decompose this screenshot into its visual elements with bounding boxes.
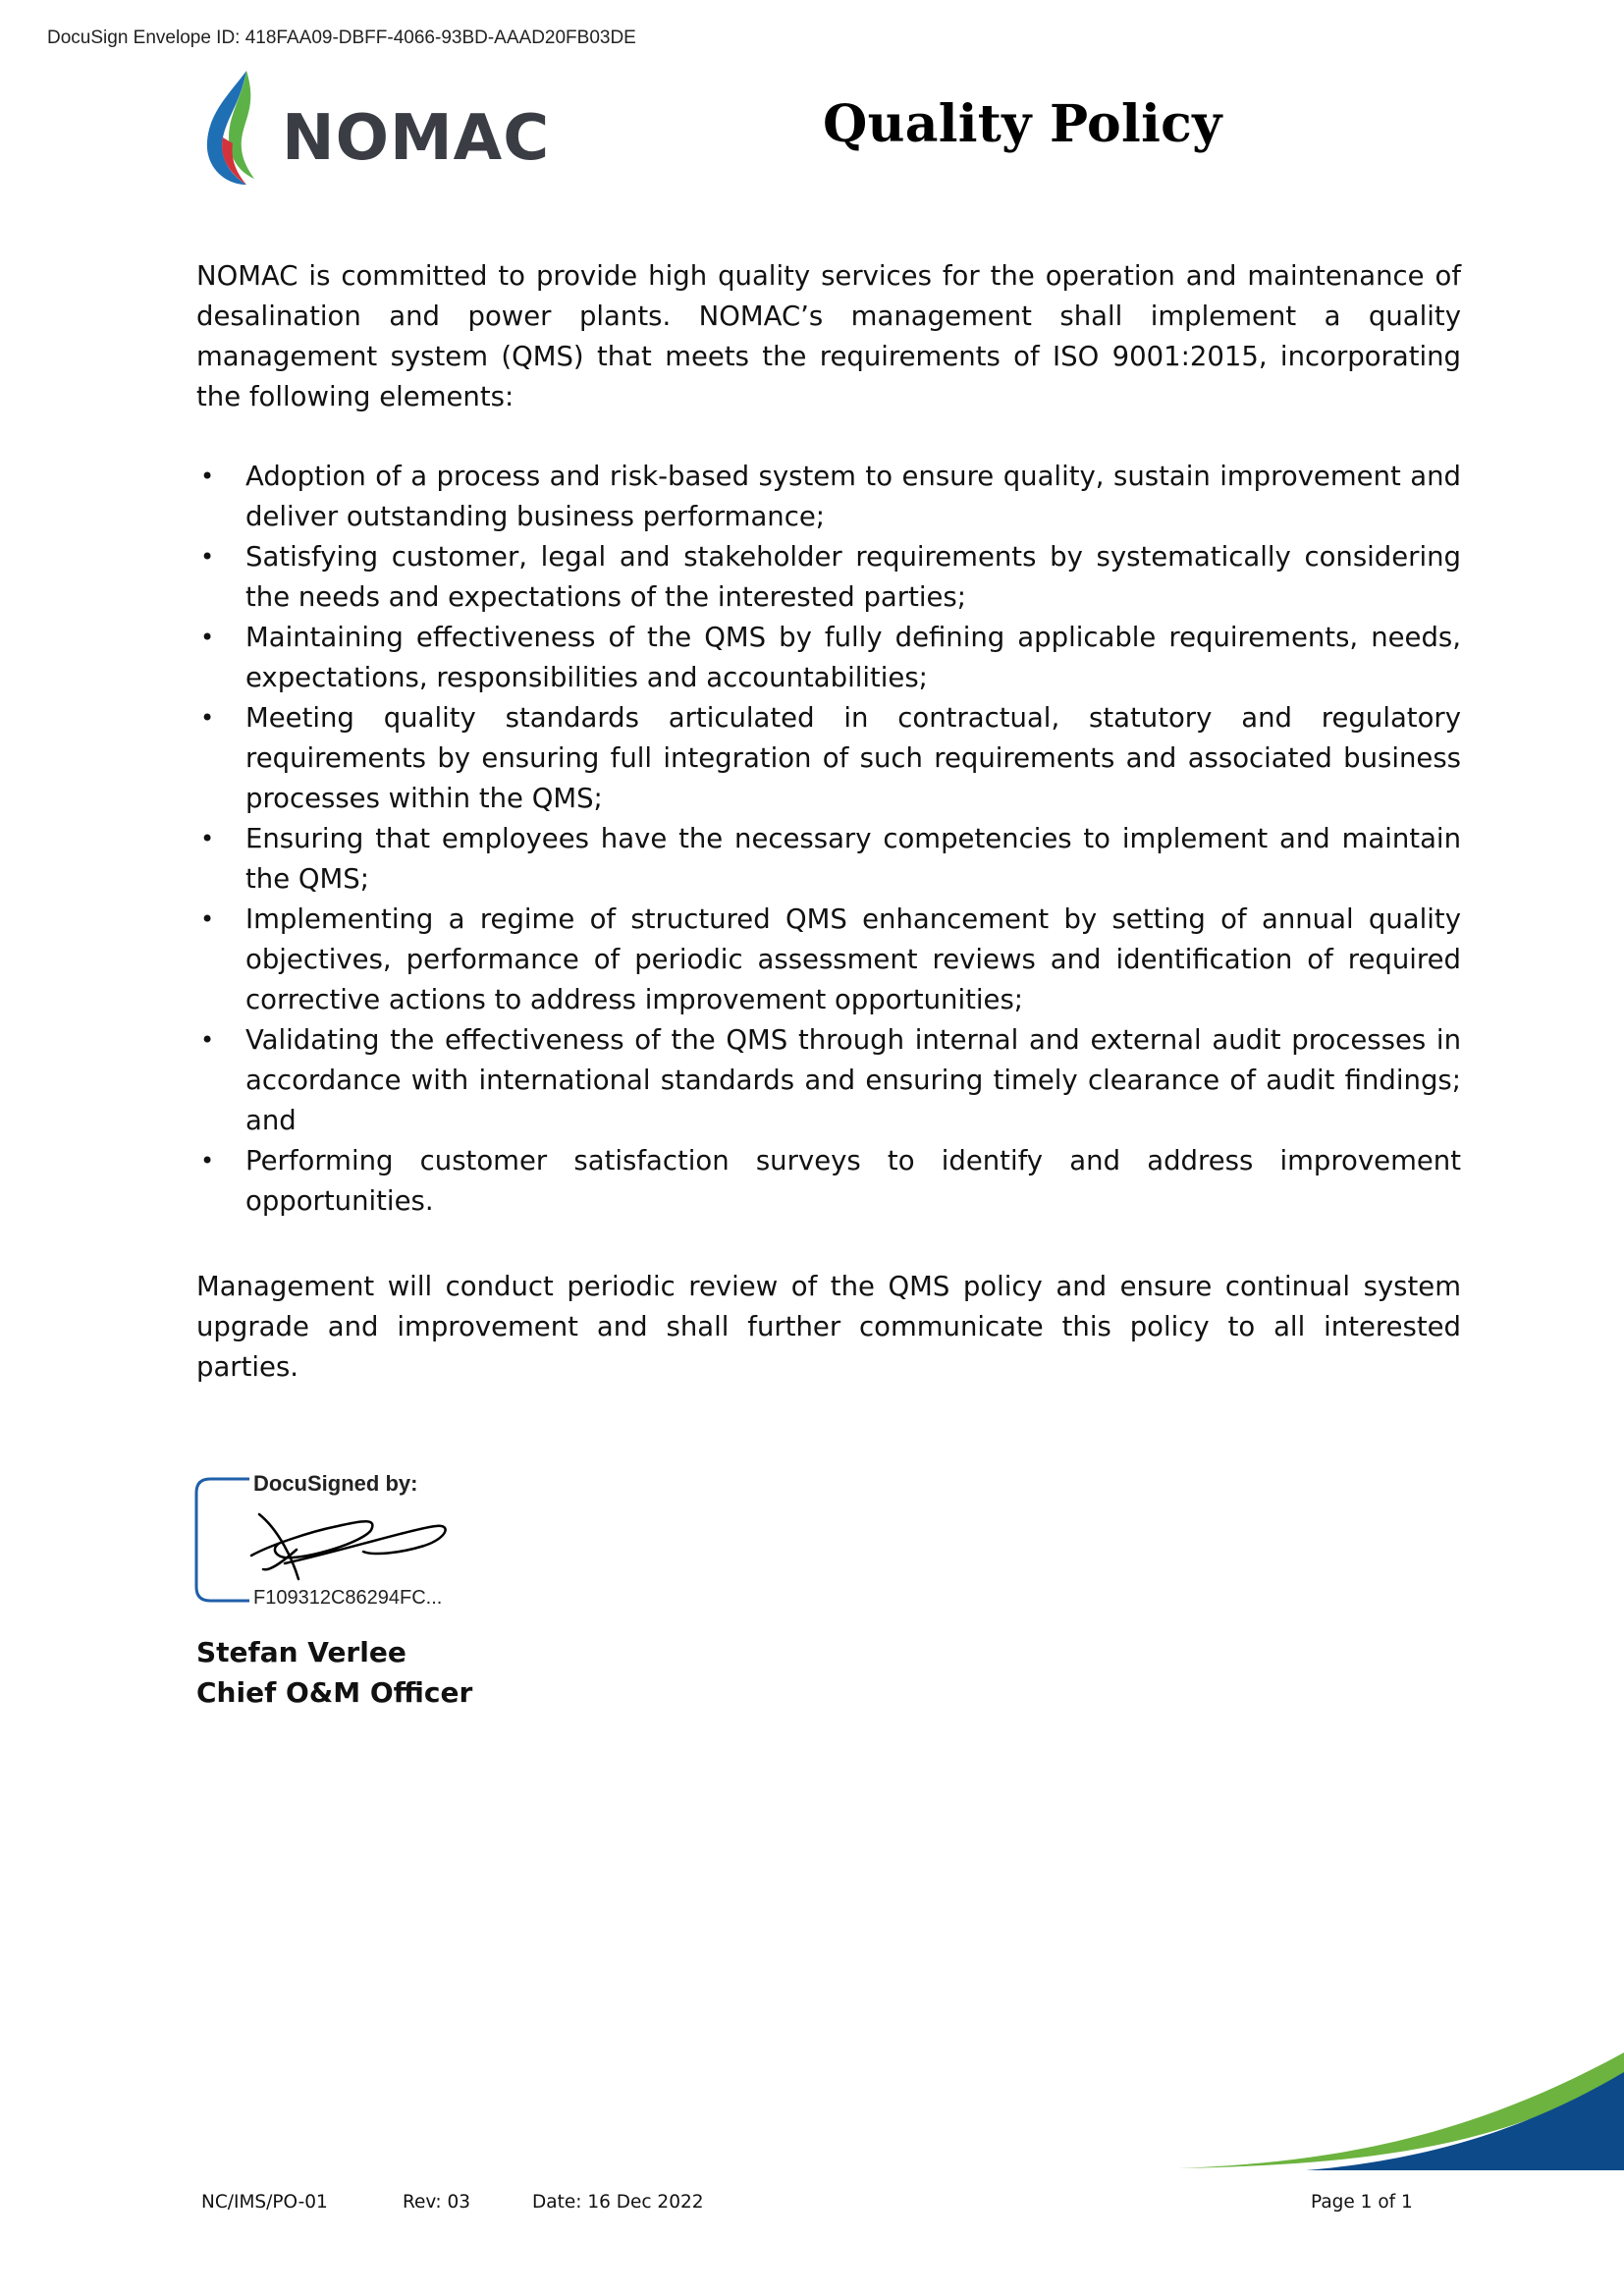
list-item	[196, 1141, 1461, 1222]
footer-revision: Rev: 03	[403, 2192, 470, 2213]
footer-page-number: Page 1 of 1	[1311, 2192, 1413, 2213]
signature-label: DocuSigned by:	[253, 1471, 418, 1496]
list-item	[196, 457, 1461, 537]
closing-paragraph: Management will conduct periodic review of the QMS policy and ensure continual system upgrade and improvement and shall further communicate this policy to all interested parties.	[196, 1271, 1461, 1383]
list-item-text: Performing customer satisfaction surveys to identify and address improvement opportunities.	[245, 1145, 1461, 1217]
list-item-text: Implementing a regime of structured QMS enhancement by setting of annual quality objectives, performance of periodic assessment reviews and identification of required corrective actions to address improvement opportunities;	[245, 903, 1461, 1015]
page-title: Quality Policy	[823, 94, 1222, 154]
nomac-logo	[201, 69, 551, 189]
footer-doc-code: NC/IMS/PO-01	[201, 2192, 328, 2213]
bullet-icon: •	[200, 704, 215, 732]
list-item-text: Adoption of a process and risk-based system to ensure quality, sustain improvement and deliver outstanding business performance;	[245, 461, 1461, 532]
list-item-text: Ensuring that employees have the necessary competencies to implement and maintain the QMS;	[245, 823, 1461, 895]
bullet-icon: •	[200, 1147, 215, 1175]
policy-elements-list	[196, 457, 1461, 1222]
list-item	[196, 698, 1461, 819]
signer-block	[196, 1632, 472, 1713]
logo-wordmark: NOMAC	[282, 102, 551, 175]
bullet-icon: •	[200, 543, 215, 571]
list-item	[196, 1020, 1461, 1141]
footer-wave-decoration	[1168, 2043, 1624, 2170]
list-item	[196, 618, 1461, 698]
signer-role: Chief O&M Officer	[196, 1676, 473, 1709]
list-item	[196, 900, 1461, 1020]
docusign-envelope-id: DocuSign Envelope ID: 418FAA09-DBFF-4066-93BD-AAAD20FB03DE	[47, 27, 636, 48]
list-item	[196, 819, 1461, 900]
list-item-text: Satisfying customer, legal and stakeholder requirements by systematically considering the needs and expectations of the interested parties;	[245, 541, 1461, 613]
intro-paragraph: NOMAC is committed to provide high quality services for the operation and maintenance of desalination and power plants. NOMAC’s management shall implement a quality management system (QMS) that meets the requirements of ISO 9001:2015, incorporating the following elements:	[196, 260, 1461, 412]
bullet-icon: •	[200, 463, 215, 490]
list-item-text: Meeting quality standards articulated in contractual, statutory and regulatory requirements by ensuring full integration of such requirements and associated business processes within the QMS;	[245, 702, 1461, 814]
flame-icon	[201, 69, 280, 189]
list-item	[196, 537, 1461, 618]
list-item-text: Maintaining effectiveness of the QMS by fully defining applicable requirements, needs, expectations, responsibilities and accountabilities;	[245, 622, 1461, 693]
bullet-icon: •	[200, 624, 215, 651]
signer-name: Stefan Verlee	[196, 1636, 406, 1668]
bullet-icon: •	[200, 1026, 215, 1054]
list-item-text: Validating the effectiveness of the QMS through internal and external audit processes in accordance with international standards and ensuring timely clearance of audit findings; and	[245, 1024, 1461, 1136]
bullet-icon: •	[200, 905, 215, 933]
bullet-icon: •	[200, 825, 215, 852]
docusign-signature-block	[190, 1469, 485, 1616]
signature-id: F109312C86294FC...	[253, 1587, 443, 1609]
footer-date: Date: 16 Dec 2022	[532, 2192, 704, 2213]
